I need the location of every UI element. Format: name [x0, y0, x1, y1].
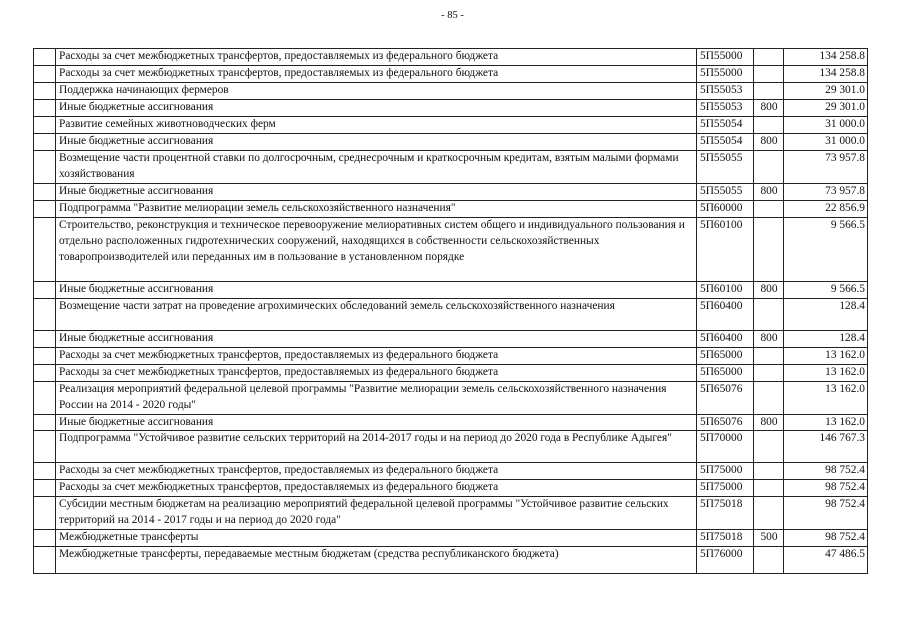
expense-type	[754, 347, 784, 364]
expense-type	[754, 82, 784, 99]
table-row	[34, 200, 868, 217]
table-row	[34, 298, 868, 330]
item-name: Строительство, реконструкция и техническое перевооружение мелиоративных систем общего и индивидуального пользования и отдельно расположенных гидротехнических сооружений, находящихся в собственности сельскохозяйственных товаропроизводителей или переданных им в пользование в установленном порядке	[56, 217, 697, 281]
item-name: Межбюджетные трансферты, передаваемые местным бюджетам (средства республиканского бюджета)	[56, 547, 697, 574]
row-blank-cell	[34, 480, 56, 497]
table-row	[34, 347, 868, 364]
expense-type	[754, 65, 784, 82]
amount: 13 162.0	[784, 381, 868, 414]
target-code: 5П60400	[697, 298, 754, 330]
target-code: 5П75018	[697, 497, 754, 530]
target-code: 5П65000	[697, 347, 754, 364]
table-row	[34, 150, 868, 183]
target-code: 5П55055	[697, 183, 754, 200]
target-code: 5П55054	[697, 116, 754, 133]
item-name: Субсидии местным бюджетам на реализацию мероприятий федеральной целевой программы "Устойчивое развитие сельских территорий на 2014 - 2017 годы и на период до 2020 года"	[56, 497, 697, 530]
row-blank-cell	[34, 463, 56, 480]
row-blank-cell	[34, 547, 56, 574]
amount: 29 301.0	[784, 82, 868, 99]
row-blank-cell	[34, 49, 56, 66]
expense-type	[754, 463, 784, 480]
amount: 73 957.8	[784, 150, 868, 183]
row-blank-cell	[34, 150, 56, 183]
expense-type	[754, 116, 784, 133]
expense-type	[754, 150, 784, 183]
amount: 98 752.4	[784, 497, 868, 530]
table-row	[34, 330, 868, 347]
item-name: Расходы за счет межбюджетных трансфертов, предоставляемых из федерального бюджета	[56, 364, 697, 381]
expense-type	[754, 298, 784, 330]
row-blank-cell	[34, 99, 56, 116]
row-blank-cell	[34, 431, 56, 463]
row-blank-cell	[34, 217, 56, 281]
item-name: Подпрограмма "Устойчивое развитие сельских территорий на 2014-2017 годы и на период до 2020 года в Республике Адыгея"	[56, 431, 697, 463]
table-row	[34, 547, 868, 574]
expense-type: 800	[754, 281, 784, 298]
amount: 128.4	[784, 298, 868, 330]
expense-type	[754, 217, 784, 281]
table-row	[34, 133, 868, 150]
row-blank-cell	[34, 381, 56, 414]
table-row	[34, 480, 868, 497]
expense-type	[754, 200, 784, 217]
target-code: 5П65000	[697, 364, 754, 381]
amount: 9 566.5	[784, 281, 868, 298]
item-name: Расходы за счет межбюджетных трансфертов, предоставляемых из федерального бюджета	[56, 347, 697, 364]
item-name: Иные бюджетные ассигнования	[56, 330, 697, 347]
expense-type: 800	[754, 183, 784, 200]
row-blank-cell	[34, 65, 56, 82]
amount: 146 767.3	[784, 431, 868, 463]
expense-type: 800	[754, 330, 784, 347]
table-row	[34, 281, 868, 298]
budget-table	[33, 48, 868, 574]
target-code: 5П75000	[697, 463, 754, 480]
expense-type	[754, 364, 784, 381]
row-blank-cell	[34, 183, 56, 200]
target-code: 5П65076	[697, 381, 754, 414]
expense-type	[754, 480, 784, 497]
amount: 22 856.9	[784, 200, 868, 217]
target-code: 5П60000	[697, 200, 754, 217]
row-blank-cell	[34, 298, 56, 330]
amount: 13 162.0	[784, 364, 868, 381]
table-row	[34, 217, 868, 281]
item-name: Реализация мероприятий федеральной целевой программы "Развитие мелиорации земель сельскохозяйственного назначения России на 2014 - 2020 годы"	[56, 381, 697, 414]
row-blank-cell	[34, 347, 56, 364]
item-name: Иные бюджетные ассигнования	[56, 183, 697, 200]
item-name: Иные бюджетные ассигнования	[56, 414, 697, 431]
item-name: Расходы за счет межбюджетных трансфертов, предоставляемых из федерального бюджета	[56, 480, 697, 497]
target-code: 5П55053	[697, 99, 754, 116]
amount: 73 957.8	[784, 183, 868, 200]
item-name: Расходы за счет межбюджетных трансфертов, предоставляемых из федерального бюджета	[56, 463, 697, 480]
target-code: 5П55054	[697, 133, 754, 150]
item-name: Возмещение части процентной ставки по долгосрочным, среднесрочным и краткосрочным кредитам, взятым малыми формами хозяйствования	[56, 150, 697, 183]
amount: 13 162.0	[784, 347, 868, 364]
table-row	[34, 497, 868, 530]
target-code: 5П60100	[697, 217, 754, 281]
amount: 98 752.4	[784, 463, 868, 480]
row-blank-cell	[34, 200, 56, 217]
expense-type	[754, 381, 784, 414]
expense-type	[754, 49, 784, 66]
target-code: 5П55000	[697, 65, 754, 82]
amount: 31 000.0	[784, 133, 868, 150]
expense-type: 800	[754, 414, 784, 431]
table-row	[34, 414, 868, 431]
expense-type	[754, 547, 784, 574]
amount: 98 752.4	[784, 530, 868, 547]
amount: 13 162.0	[784, 414, 868, 431]
table-row	[34, 183, 868, 200]
target-code: 5П70000	[697, 431, 754, 463]
row-blank-cell	[34, 330, 56, 347]
expense-type	[754, 497, 784, 530]
table-row	[34, 364, 868, 381]
table-row	[34, 463, 868, 480]
row-blank-cell	[34, 364, 56, 381]
item-name: Поддержка начинающих фермеров	[56, 82, 697, 99]
row-blank-cell	[34, 82, 56, 99]
target-code: 5П65076	[697, 414, 754, 431]
amount: 9 566.5	[784, 217, 868, 281]
item-name: Подпрограмма "Развитие мелиорации земель сельскохозяйственного назначения"	[56, 200, 697, 217]
row-blank-cell	[34, 133, 56, 150]
amount: 134 258.8	[784, 49, 868, 66]
amount: 31 000.0	[784, 116, 868, 133]
table-row	[34, 99, 868, 116]
expense-type	[754, 431, 784, 463]
target-code: 5П60400	[697, 330, 754, 347]
item-name: Иные бюджетные ассигнования	[56, 133, 697, 150]
table-row	[34, 530, 868, 547]
table-row	[34, 65, 868, 82]
amount: 47 486.5	[784, 547, 868, 574]
table-row	[34, 116, 868, 133]
item-name: Иные бюджетные ассигнования	[56, 99, 697, 116]
amount: 128.4	[784, 330, 868, 347]
row-blank-cell	[34, 497, 56, 530]
row-blank-cell	[34, 281, 56, 298]
row-blank-cell	[34, 116, 56, 133]
table-row	[34, 381, 868, 414]
amount: 29 301.0	[784, 99, 868, 116]
target-code: 5П75018	[697, 530, 754, 547]
expense-type: 500	[754, 530, 784, 547]
target-code: 5П60100	[697, 281, 754, 298]
target-code: 5П55000	[697, 49, 754, 66]
target-code: 5П75000	[697, 480, 754, 497]
expense-type: 800	[754, 99, 784, 116]
table-row	[34, 431, 868, 463]
item-name: Возмещение части затрат на проведение агрохимических обследований земель сельскохозяйственного назначения	[56, 298, 697, 330]
item-name: Расходы за счет межбюджетных трансфертов, предоставляемых из федерального бюджета	[56, 65, 697, 82]
item-name: Расходы за счет межбюджетных трансфертов, предоставляемых из федерального бюджета	[56, 49, 697, 66]
table-row	[34, 49, 868, 66]
expense-type: 800	[754, 133, 784, 150]
row-blank-cell	[34, 414, 56, 431]
page-number: - 85 -	[441, 10, 464, 21]
table-row	[34, 82, 868, 99]
item-name: Развитие семейных животноводческих ферм	[56, 116, 697, 133]
target-code: 5П76000	[697, 547, 754, 574]
row-blank-cell	[34, 530, 56, 547]
item-name: Межбюджетные трансферты	[56, 530, 697, 547]
target-code: 5П55055	[697, 150, 754, 183]
amount: 98 752.4	[784, 480, 868, 497]
item-name: Иные бюджетные ассигнования	[56, 281, 697, 298]
target-code: 5П55053	[697, 82, 754, 99]
amount: 134 258.8	[784, 65, 868, 82]
